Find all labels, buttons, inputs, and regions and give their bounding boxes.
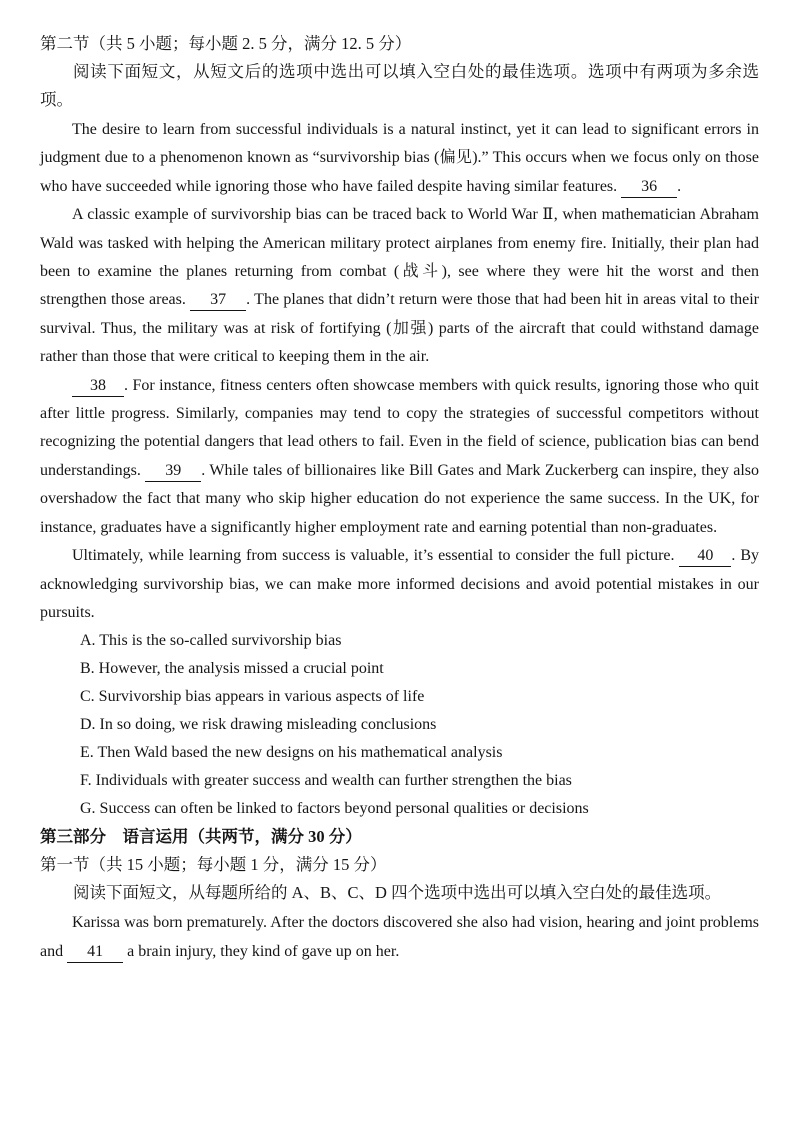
- option-c[interactable]: C. Survivorship bias appears in various aspects of life: [80, 688, 425, 706]
- part3-instruction: 阅读下面短文，从每题所给的 A、B、C、D 四个选项中选出可以填入空白处的最佳选项。: [73, 883, 722, 903]
- blank-41[interactable]: 41: [67, 942, 123, 963]
- passage-paragraph-2: [40, 201, 759, 371]
- paragraph-text: . While tales of billionaires like Bill Gates and Mark Zuckerberg can inspire, they also overshadow the fact that many who skip higher education do not experience the same success. In the UK, for instance, graduates have a significantly higher employment rate and earning potential than non-graduates.: [40, 461, 760, 536]
- option-g[interactable]: G. Success can often be linked to factors beyond personal qualities or decisions: [80, 800, 589, 818]
- blank-38[interactable]: 38: [72, 376, 124, 397]
- passage-paragraph-1: [40, 116, 759, 201]
- paragraph-text: Ultimately, while learning from success is valuable, it’s essential to consider the full picture.: [72, 547, 680, 565]
- section2-heading: 第二节（共 5 小题；每小题 2. 5 分，满分 12. 5 分）: [40, 34, 412, 53]
- blank-36[interactable]: 36: [621, 177, 677, 198]
- passage-paragraph-3: [40, 372, 759, 542]
- option-d[interactable]: D. In so doing, we risk drawing misleading conclusions: [80, 716, 437, 734]
- option-b[interactable]: B. However, the analysis missed a crucial point: [80, 660, 384, 678]
- paragraph-text: Karissa was born prematurely. After the doctors discovered she also had vision, hearing and joint problems and: [40, 914, 759, 960]
- paragraph-text: . For instance, fitness centers often showcase members with quick results, ignoring those who quit after little progress. Similarly, companies may tend to copy the strategies of successful competitors without recognizing the potential dangers that lead others to fail. Even in the field of science, publication bias can bend understandings.: [40, 376, 759, 479]
- option-a[interactable]: A. This is the so-called survivorship bias: [80, 632, 342, 650]
- blank-39[interactable]: 39: [145, 461, 201, 482]
- paragraph-text: The desire to learn from successful individuals is a natural instinct, yet it can lead to significant errors in judgment due to a phenomenon known as “survivorship bias (偏见).” This occurs when we focus only on those who have succeeded while ignoring those who have failed despite having similar features.: [40, 121, 759, 195]
- option-e[interactable]: E. Then Wald based the new designs on his mathematical analysis: [80, 744, 503, 762]
- part3-heading: 第三部分 语言运用（共两节，满分 30 分）: [40, 827, 362, 847]
- paragraph-text: . By acknowledging survivorship bias, we can make more informed decisions and avoid potential mistakes in our pursuits.: [40, 547, 759, 621]
- paragraph-text: a brain injury, they kind of gave up on her.: [123, 942, 400, 960]
- paragraph-text: A classic example of survivorship bias can be traced back to World War Ⅱ, when mathematician Abraham Wald was tasked with helping the American military protect airplanes from enemy fire. Initially, their plan had been to examine the planes returning from combat (战斗), see where they were hit the worst and then strengthen those areas.: [40, 206, 759, 309]
- section2-instruction: 阅读下面短文，从短文后的选项中选出可以填入空白处的最佳选项。选项中有两项为多余选项。: [40, 62, 759, 109]
- blank-40[interactable]: 40: [679, 546, 731, 567]
- paragraph-text: .: [677, 177, 682, 195]
- option-f[interactable]: F. Individuals with greater success and wealth can further strengthen the bias: [80, 772, 572, 790]
- options-list: [40, 627, 759, 823]
- part3-paragraph-1: [40, 909, 759, 966]
- blank-37[interactable]: 37: [190, 290, 246, 311]
- paragraph-text: . The planes that didn’t return were those that had been hit in areas vital to their survival. Thus, the military was at risk of fortifying (加强) parts of the aircraft that could withstand damage rather than those that were critical to keeping them in the air.: [40, 291, 760, 366]
- part3-section1-heading: 第一节（共 15 小题；每小题 1 分，满分 15 分）: [40, 855, 387, 875]
- passage-paragraph-4: [40, 542, 759, 627]
